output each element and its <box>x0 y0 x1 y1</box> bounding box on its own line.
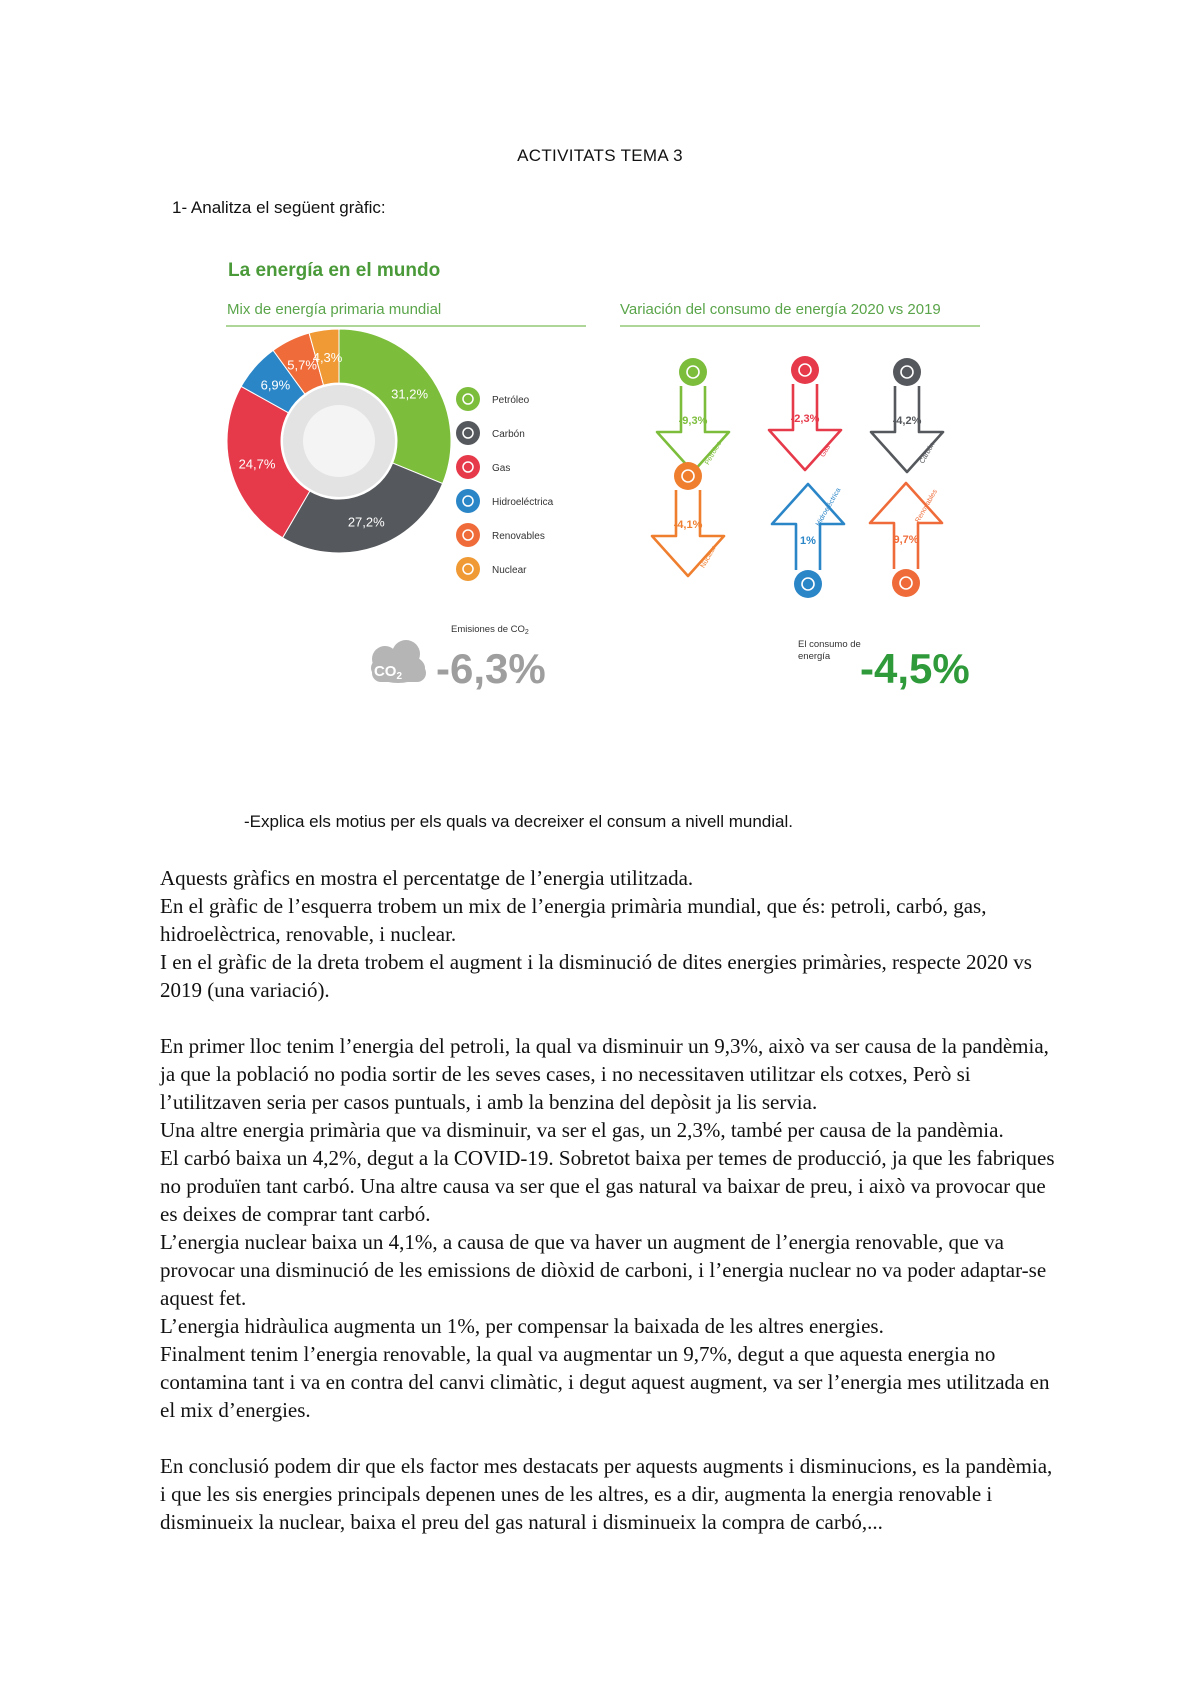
donut-label-petroleo: 31,2% <box>391 386 429 402</box>
arrow-name-gas: Gas <box>819 443 832 459</box>
arrow-name-nuclear: Nuclear <box>699 545 718 570</box>
arrow-value-renovables: 9,7% <box>893 534 919 546</box>
legend-icon-hidroelectrica <box>456 489 480 513</box>
question-1: 1- Analitza el següent gràfic: <box>172 198 386 217</box>
co2-badge-text: $CO_2$ <box>373 663 403 682</box>
arrow-name-renovables: Renovables <box>914 488 939 525</box>
donut-label-carbon: 27,2% <box>347 514 385 530</box>
arrow-name-carbon: Carbón <box>918 441 937 465</box>
paragraph-gap <box>160 1004 1060 1032</box>
arrow-icon-nuclear <box>674 462 702 490</box>
primary-mix-donut <box>227 329 451 553</box>
donut-legend <box>456 387 554 581</box>
arrow-nuclear <box>652 490 724 576</box>
arrow-icon-hidroelectrica <box>794 570 822 598</box>
arrow-icon-carbon <box>893 358 921 386</box>
legend-icon-gas <box>456 455 480 479</box>
energy-figure <box>218 246 1023 731</box>
consumption-label-line1: El consumo de <box>798 639 861 650</box>
answer-paragraph: Una altre energia primària que va disminuir, va ser el gas, un 2,3%, també per causa de la pandèmia. <box>160 1118 1004 1142</box>
arrow-name-petroleo: Petróleo <box>704 440 724 467</box>
right-subtitle: Variación del consumo de energía 2020 vs 2019 <box>620 301 941 318</box>
page-title: ACTIVITATS TEMA 3 <box>517 146 683 165</box>
subquestion: -Explica els motius per els quals va decreixer el consum a nivell mundial. <box>244 812 793 831</box>
consumption-label-line2: energía <box>798 651 831 662</box>
legend-icon-renovables <box>456 523 480 547</box>
paragraph-gap <box>160 1424 1060 1452</box>
answer-paragraph: En primer lloc tenim l’energia del petroli, la qual va disminuir un 9,3%, això va ser causa de la pandèmia, ja que la població no podia sortir de les seves cases, i no necessitaven utilitzar els cotxes, Però si l’utilitzaven seria per casos puntuals, i amb la benzina del depòsit ja lis servia. <box>160 1034 1049 1114</box>
co2-label: Emisiones de $CO_2$ <box>451 624 529 636</box>
legend-icon-petroleo <box>456 387 480 411</box>
arrow-value-petroleo: -9,3% <box>678 415 708 427</box>
answer-paragraph: Aquests gràfics en mostra el percentatge de l’energia utilitzada. <box>160 866 694 890</box>
arrow-icon-petroleo <box>679 358 707 386</box>
consumption-value: -4,5% <box>860 645 970 692</box>
answer-paragraph: L’energia nuclear baixa un 4,1%, a causa de que va haver un augment de l’energia renovable, que va provocar una disminució de les emissions de diòxid de carboni, i l’energia nuclear no va poder adaptar-se aquest fet. <box>160 1230 1047 1310</box>
figure-heading: La energía en el mundo <box>228 260 441 281</box>
answer-paragraph: Finalment tenim l’energia renovable, la qual va augmentar un 9,7%, degut a que aquesta energia no contamina tant i va en contra del canvi climàtic, i degut aquest augment, va ser l’energia mes utilitzada en el mix d’energies. <box>160 1342 1050 1422</box>
arrow-name-hidroelectrica: Hidroeléctrica <box>814 486 843 528</box>
legend-label-renovables: Renovables <box>492 531 545 542</box>
answer-paragraph: L’energia hidràulica augmenta un 1%, per compensar la baixada de les altres energies. <box>160 1314 884 1338</box>
arrow-value-nuclear: -4,1% <box>673 519 703 531</box>
energy-infographic <box>218 246 1023 731</box>
left-subtitle: Mix de energía primaria mundial <box>227 301 442 318</box>
donut-label-nuclear: 4,3% <box>312 349 343 365</box>
arrow-value-hidroelectrica: 1% <box>800 535 816 547</box>
answer-text <box>160 864 1060 1536</box>
arrow-value-gas: -2,3% <box>790 413 820 425</box>
answer-paragraph: En conclusió podem dir que els factor mes destacats per aquests augments i disminucions, es la pandèmia, i que les sis energies principals depenen unes de les altres, es a dir, augmenta la energia renovable i disminueix la nuclear, baixa el preu del gas natural i disminueix la compra de carbó,... <box>160 1454 1053 1534</box>
answer-paragraph: I en el gràfic de la dreta trobem el augment i la disminució de dites energies primàries, respecte 2020 vs 2019 (una variació). <box>160 950 1032 1002</box>
legend-label-gas: Gas <box>492 463 511 474</box>
answer-paragraph: En el gràfic de l’esquerra trobem un mix de l’energia primària mundial, que és: petroli, carbó, gas, hidroelèctrica, renovable, i nuclear. <box>160 894 987 946</box>
arrow-petroleo <box>657 386 729 472</box>
globe-icon <box>303 405 375 477</box>
legend-icon-nuclear <box>456 557 480 581</box>
legend-label-hidroelectrica: Hidroeléctrica <box>492 497 554 508</box>
legend-icon-carbon <box>456 421 480 445</box>
legend-label-carbon: Carbón <box>492 429 525 440</box>
arrow-carbon <box>871 386 943 472</box>
co2-value: -6,3% <box>436 645 546 692</box>
donut-label-gas: 24,7% <box>238 456 276 472</box>
arrow-icon-renovables <box>892 569 920 597</box>
consumption-variation-arrows <box>652 356 943 598</box>
legend-label-nuclear: Nuclear <box>492 565 527 576</box>
donut-label-renovables: 5,7% <box>287 357 317 373</box>
arrow-gas <box>769 384 841 470</box>
arrow-value-carbon: -4,2% <box>892 415 922 427</box>
legend-label-petroleo: Petróleo <box>492 395 530 406</box>
arrow-icon-gas <box>791 356 819 384</box>
answer-paragraph: El carbó baixa un 4,2%, degut a la COVID-19. Sobretot baixa per temes de producció, ja que les fabriques no produïen tant carbó. Una altre causa va ser que el gas natural va baixar de preu, i això va provocar que es deixes de comprar tant carbó. <box>160 1146 1055 1226</box>
donut-label-hidroelectrica: 6,9% <box>260 377 291 393</box>
